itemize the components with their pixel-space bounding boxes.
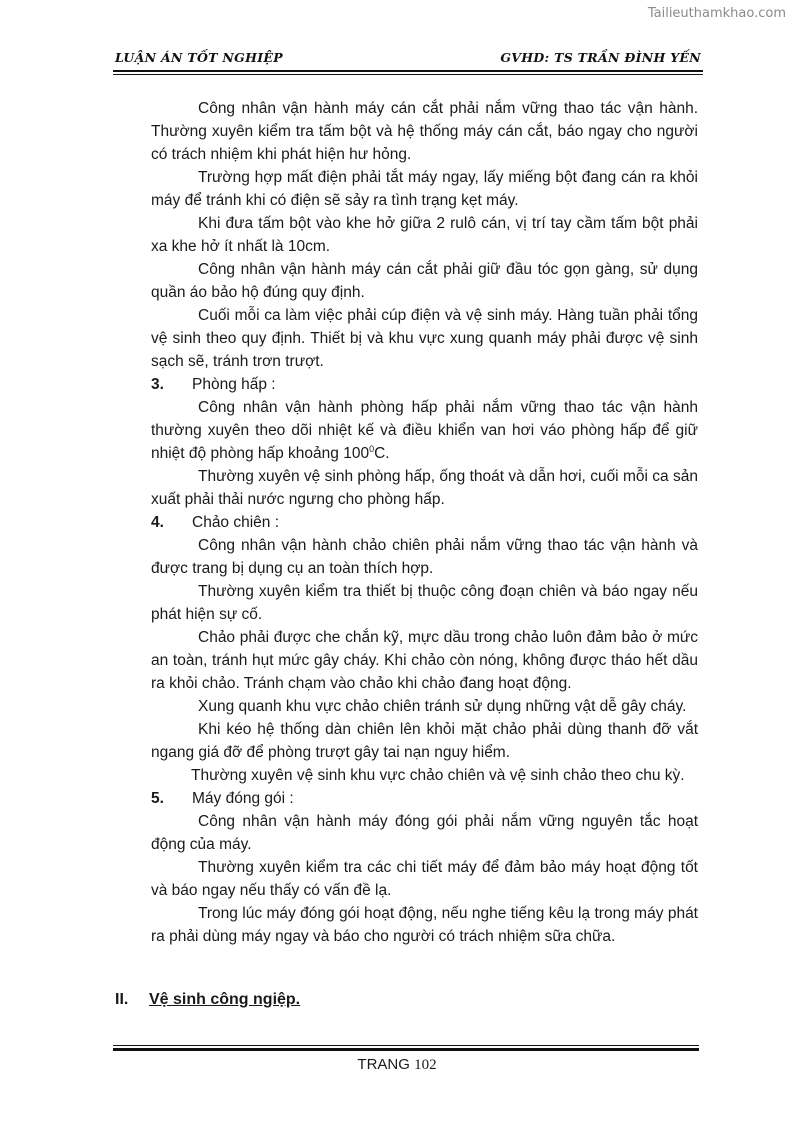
footer-rule-thin (113, 1045, 699, 1046)
section-title: Chảo chiên : (192, 514, 280, 531)
paragraph: Công nhân vận hành máy cán cắt phải nắm vững thao tác vận hành. Thường xuyên kiểm tra tấm bột và hệ thống máy cán cắt, báo ngay cho người có trách nhiệm khi phát hiện hư hỏng. (151, 100, 698, 163)
text-run: C. (374, 445, 390, 462)
section-number: 5. (151, 790, 164, 807)
header-rule-thin (113, 74, 703, 75)
page-number: 102 (414, 1057, 437, 1073)
footer-rule (113, 1048, 699, 1051)
section-heading-3 (151, 373, 698, 396)
page-footer (0, 1056, 794, 1074)
section-number: 4. (151, 514, 164, 531)
paragraph: Cuối mỗi ca làm việc phải cúp điện và vệ sinh máy. Hàng tuần phải tổng vệ sinh theo quy định. Thiết bị và khu vực xung quanh máy phải được vệ sinh sạch sẽ, tránh trơn trượt. (151, 307, 698, 370)
page-label: TRANG (357, 1056, 410, 1073)
paragraph: Khi đưa tấm bột vào khe hở giữa 2 rulô cán, vị trí tay cầm tấm bột phải xa khe hở ít nhất là 10cm. (151, 215, 698, 255)
paragraph: Công nhân vận hành máy cán cắt phải giữ đầu tóc gọn gàng, sử dụng quần áo bảo hộ đúng quy định. (151, 261, 698, 301)
paragraph: Trường hợp mất điện phải tắt máy ngay, lấy miếng bột đang cán ra khỏi máy để tránh khi có điện sẽ sảy ra tình trạng kẹt máy. (151, 169, 698, 209)
watermark: Tailieuthamkhao.com (647, 6, 786, 21)
section-heading-II (115, 991, 300, 1009)
paragraph (151, 396, 698, 465)
header-thesis-title: LUẬN ÁN TỐT NGHIỆP (115, 50, 283, 65)
paragraph: Khi kéo hệ thống dàn chiên lên khỏi mặt chảo phải dùng thanh đỡ vắt ngang giá đỡ để phòng trượt gây tai nạn nguy hiểm. (151, 721, 698, 761)
section-number: II. (115, 991, 129, 1008)
body-content (151, 97, 698, 948)
section-number: 3. (151, 376, 164, 393)
section-title: Máy đóng gói : (192, 790, 294, 807)
header-advisor: GVHD: TS TRẦN ĐÌNH YẾN (500, 50, 701, 65)
paragraph: Thường xuyên kiểm tra các chi tiết máy để đảm bảo máy hoạt động tốt và báo ngay nếu thấy có vấn đề lạ. (151, 859, 698, 899)
paragraph: Công nhân vận hành chảo chiên phải nắm vững thao tác vận hành và được trang bị dụng cụ an toàn thích hợp. (151, 537, 698, 577)
section-title: Vệ sinh công ngiệp. (149, 991, 301, 1008)
paragraph: Trong lúc máy đóng gói hoạt động, nếu nghe tiếng kêu lạ trong máy phát ra phải dùng máy ngay và báo cho người có trách nhiệm sữa chữa. (151, 905, 698, 945)
paragraph: Xung quanh khu vực chảo chiên tránh sử dụng những vật dễ gây cháy. (198, 698, 687, 715)
superscript: 0 (369, 443, 375, 454)
paragraph: Thường xuyên kiểm tra thiết bị thuộc công đoạn chiên và báo ngay nếu phát hiện sự cố. (151, 583, 698, 623)
section-title: Phòng hấp : (192, 376, 276, 393)
paragraph: Thường xuyên vệ sinh phòng hấp, ống thoát và dẫn hơi, cuối mỗi ca sản xuất phải thải nước ngưng cho phòng hấp. (151, 468, 698, 508)
paragraph: Công nhân vận hành máy đóng gói phải nắm vững nguyên tắc hoạt động của máy. (151, 813, 698, 853)
section-heading-4 (151, 511, 698, 534)
header-rule (113, 70, 703, 72)
page-header (113, 50, 703, 70)
text-run: Công nhân vận hành phòng hấp phải nắm vững thao tác vận hành thường xuyên theo dõi nhiệt kế và điều khiển van hơi váo phòng hấp để giữ nhiệt độ phòng hấp khoảng 100 (151, 399, 698, 462)
paragraph: Thường xuyên vệ sinh khu vực chảo chiên và vệ sinh chảo theo chu kỳ. (191, 767, 685, 784)
paragraph: Chảo phải được che chắn kỹ, mực dầu trong chảo luôn đảm bảo ở mức an toàn, tránh hụt mức gây cháy. Khi chảo còn nóng, không được tháo hết dầu ra khỏi chảo. Tránh chạm vào chảo khi chảo đang hoạt động. (151, 629, 698, 692)
section-heading-5 (151, 787, 698, 810)
